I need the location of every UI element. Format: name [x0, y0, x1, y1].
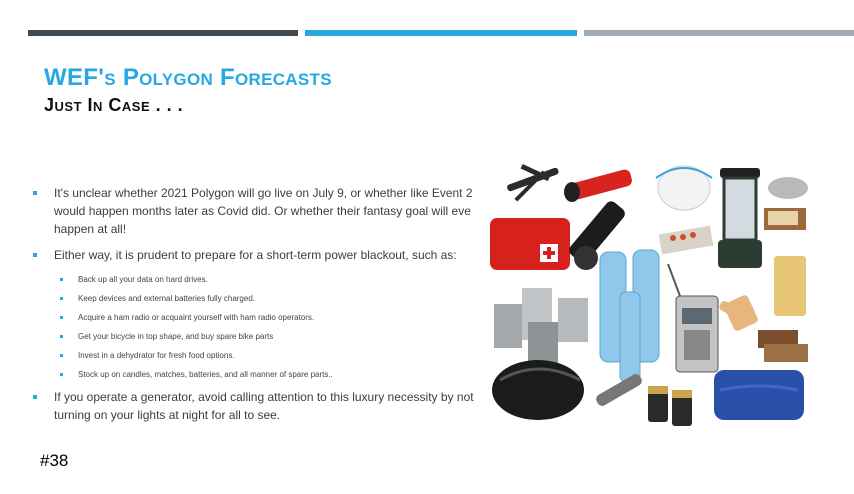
- bullet-text: It's unclear whether 2021 Polygon will go live on July 9, or whether like Event 2 would happen months later as Covid did. Or whether their fantasy goal will eve happen at all!: [54, 186, 473, 236]
- sub-bullet-text: Acquire a ham radio or acquaint yourself with ham radio operators.: [78, 313, 315, 322]
- bullet-marker: [33, 395, 37, 399]
- sub-bullet-item: [30, 308, 484, 327]
- bullet-item: [30, 184, 484, 238]
- sleeping-bag-icon: [492, 360, 584, 420]
- bullet-text: If you operate a generator, avoid calling attention to this luxury necessity by not turning on your lights at night for all to see.: [54, 390, 474, 422]
- top-bar-gray: [584, 30, 854, 36]
- sub-bullet-text: Get your bicycle in top shape, and buy spare bike parts: [78, 332, 274, 341]
- sub-bullet-text: Stock up on candles, matches, batteries, and all manner of spare parts..: [78, 370, 333, 379]
- whistle-icon: [768, 177, 808, 199]
- sub-bullet-marker: [60, 354, 63, 357]
- sub-bullet-item: [30, 289, 484, 308]
- blanket-icon: [714, 370, 804, 420]
- top-bar-blue: [305, 30, 577, 36]
- pocket-knife-icon: [594, 372, 643, 407]
- sub-bullet-item: [30, 346, 484, 365]
- sub-bullet-text: Keep devices and external batteries fully charged.: [78, 294, 255, 303]
- top-bar-dark: [28, 30, 298, 36]
- plasters-icon: [718, 294, 759, 332]
- slide-number: #38: [40, 451, 69, 470]
- water-bottles-icon: [600, 250, 659, 382]
- bullet-list: [30, 184, 484, 432]
- sub-bullet-text: Back up all your data on hard drives.: [78, 275, 208, 284]
- sub-bullet-item: [30, 365, 484, 384]
- bullet-item: [30, 246, 484, 264]
- matchboxes-icon: [758, 330, 808, 362]
- lantern-icon: [718, 168, 762, 268]
- sub-bullet-marker: [60, 278, 63, 281]
- sub-bullet-item: [30, 327, 484, 346]
- canned-food-icon: [494, 288, 588, 364]
- matchbox-icon: [764, 208, 806, 230]
- sub-bullet-marker: [60, 316, 63, 319]
- bullet-text: Either way, it is prudent to prepare for a short-term power blackout, such as:: [54, 248, 457, 262]
- emergency-supplies-image: [488, 158, 823, 430]
- first-aid-kit-icon: [490, 218, 570, 270]
- red-flashlight-icon: [564, 168, 633, 202]
- batteries-icon: [648, 386, 692, 426]
- sub-bullet-marker: [60, 335, 63, 338]
- slide-subtitle: Just In Case . . .: [44, 95, 184, 115]
- bullet-marker: [33, 191, 37, 195]
- pill-pack-icon: [659, 226, 714, 255]
- bullet-marker: [33, 253, 37, 257]
- bullet-item: [30, 388, 484, 424]
- multitool-icon: [506, 164, 559, 202]
- slide-title: WEF's Polygon Forecasts: [44, 64, 332, 91]
- radio-icon: [668, 264, 718, 372]
- sub-bullet-marker: [60, 373, 63, 376]
- sub-bullet-item: [30, 270, 484, 289]
- sub-bullet-marker: [60, 297, 63, 300]
- face-mask-icon: [656, 166, 712, 210]
- sub-bullet-list: [30, 270, 484, 384]
- candle-icon: [774, 256, 806, 316]
- sub-bullet-text: Invest in a dehydrator for fresh food options.: [78, 351, 235, 360]
